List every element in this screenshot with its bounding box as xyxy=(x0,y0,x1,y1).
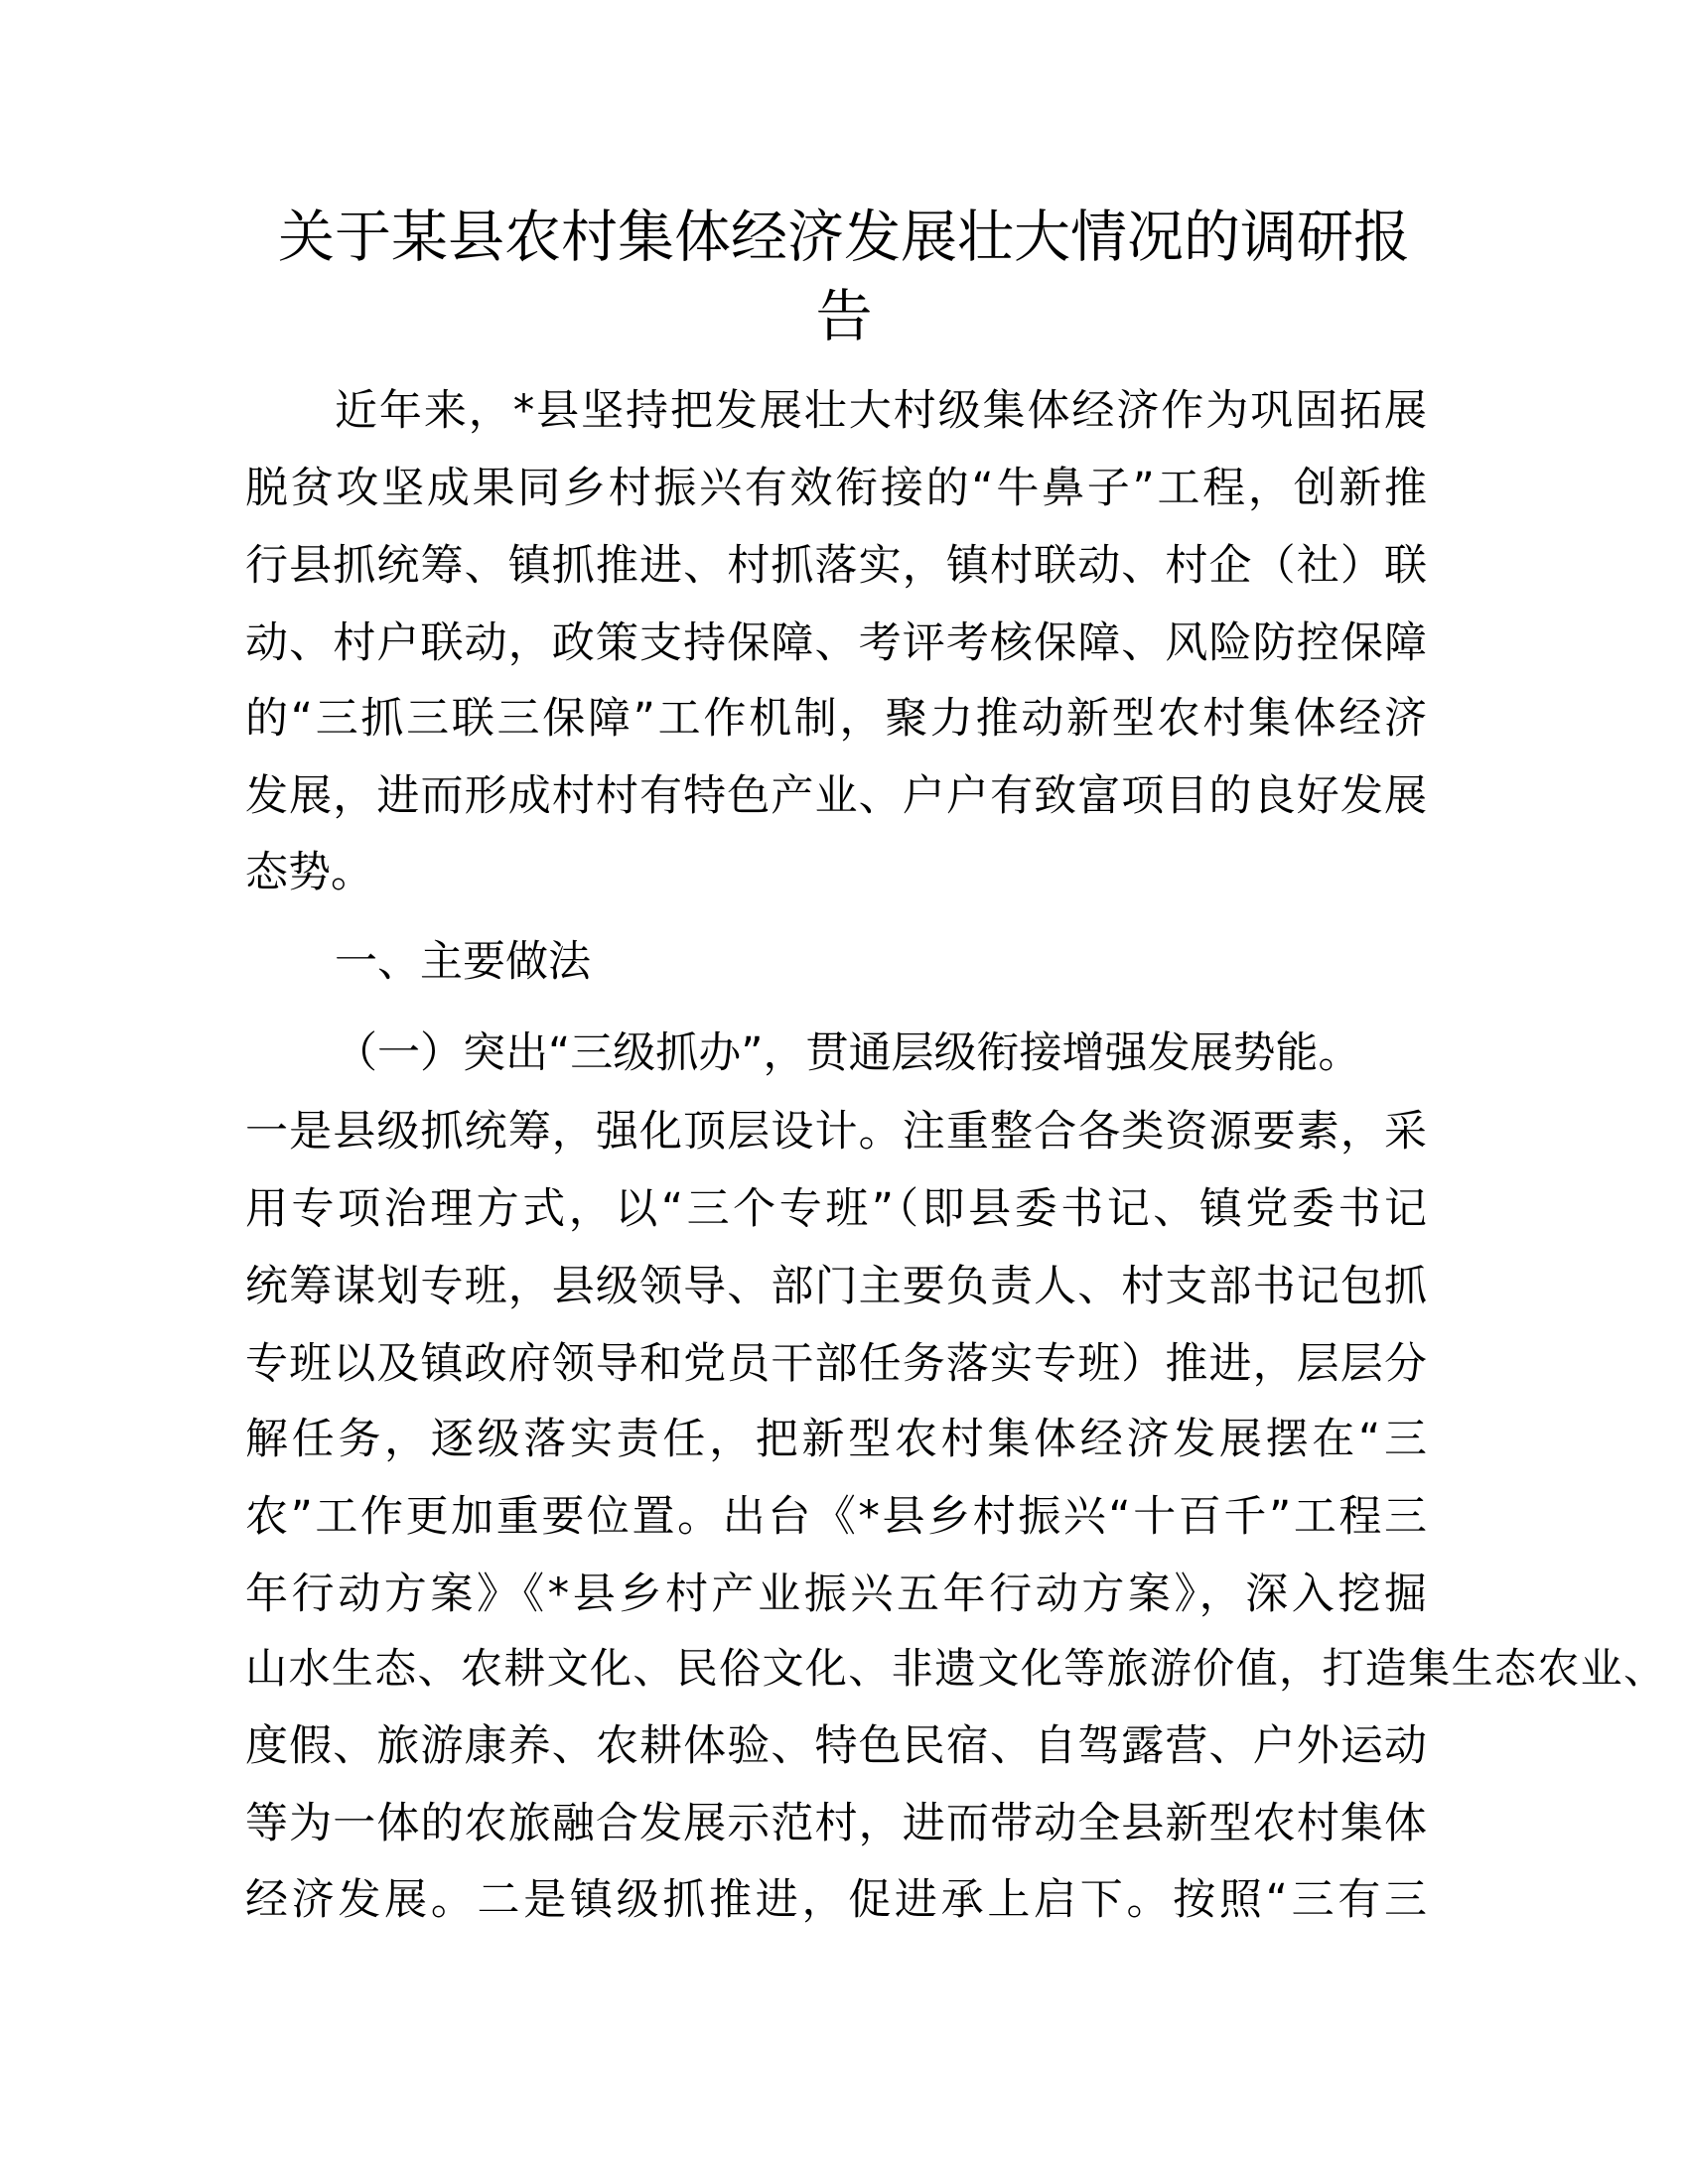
body-paragraph-line: 等为一体的农旅融合发展示范村，进而带动全县新型农村集体 xyxy=(245,1799,1427,1848)
intro-paragraph-line: 动、村户联动，政策支持保障、考评考核保障、风险防控保障 xyxy=(245,618,1427,668)
body-paragraph-line: 一是县级抓统筹，强化顶层设计。注重整合各类资源要素，采 xyxy=(245,1107,1427,1157)
subsection-heading: （一）突出“三级抓办”，贯通层级衔接增强发展势能。 xyxy=(335,1028,1361,1078)
document-title-line-1: 关于某县农村集体经济发展壮大情况的调研报 xyxy=(278,205,1410,270)
body-paragraph-line: 统筹谋划专班，县级领导、部门主要负责人、村支部书记包抓 xyxy=(245,1262,1427,1311)
body-paragraph-line: 农”工作更加重要位置。出台《*县乡村振兴“十百千”工程三 xyxy=(245,1492,1427,1542)
intro-paragraph-line: 的“三抓三联三保障”工作机制，聚力推动新型农村集体经济 xyxy=(245,694,1427,744)
body-paragraph-line: 经济发展。二是镇级抓推进，促进承上启下。按照“三有三 xyxy=(245,1875,1427,1925)
document-title-line-2: 告 xyxy=(815,284,873,349)
intro-paragraph-line: 近年来，*县坚持把发展壮大村级集体经济作为巩固拓展 xyxy=(335,386,1427,436)
intro-paragraph-line: 发展，进而形成村村有特色产业、户户有致富项目的良好发展 xyxy=(245,771,1427,821)
intro-paragraph-line: 行县抓统筹、镇抓推进、村抓落实，镇村联动、村企（社）联 xyxy=(245,541,1427,591)
section-heading: 一、主要做法 xyxy=(335,937,591,987)
body-paragraph-line: 解任务，逐级落实责任，把新型农村集体经济发展摆在“三 xyxy=(245,1415,1427,1464)
body-paragraph-line: 年行动方案》《*县乡村产业振兴五年行动方案》，深入挖掘 xyxy=(245,1570,1427,1619)
body-paragraph-line: 专班以及镇政府领导和党员干部任务落实专班）推进，层层分 xyxy=(245,1339,1427,1389)
body-paragraph-line: 山水生态、农耕文化、民俗文化、非遗文化等旅游价值，打造集生态农业、 xyxy=(245,1644,1665,1693)
intro-paragraph-line: 脱贫攻坚成果同乡村振兴有效衔接的“牛鼻子”工程，创新推 xyxy=(245,464,1427,513)
intro-paragraph-line: 态势。 xyxy=(245,848,373,897)
body-paragraph-line: 用专项治理方式，以“三个专班”（即县委书记、镇党委书记 xyxy=(245,1184,1427,1234)
body-paragraph-line: 度假、旅游康养、农耕体验、特色民宿、自驾露营、户外运动 xyxy=(245,1721,1427,1771)
